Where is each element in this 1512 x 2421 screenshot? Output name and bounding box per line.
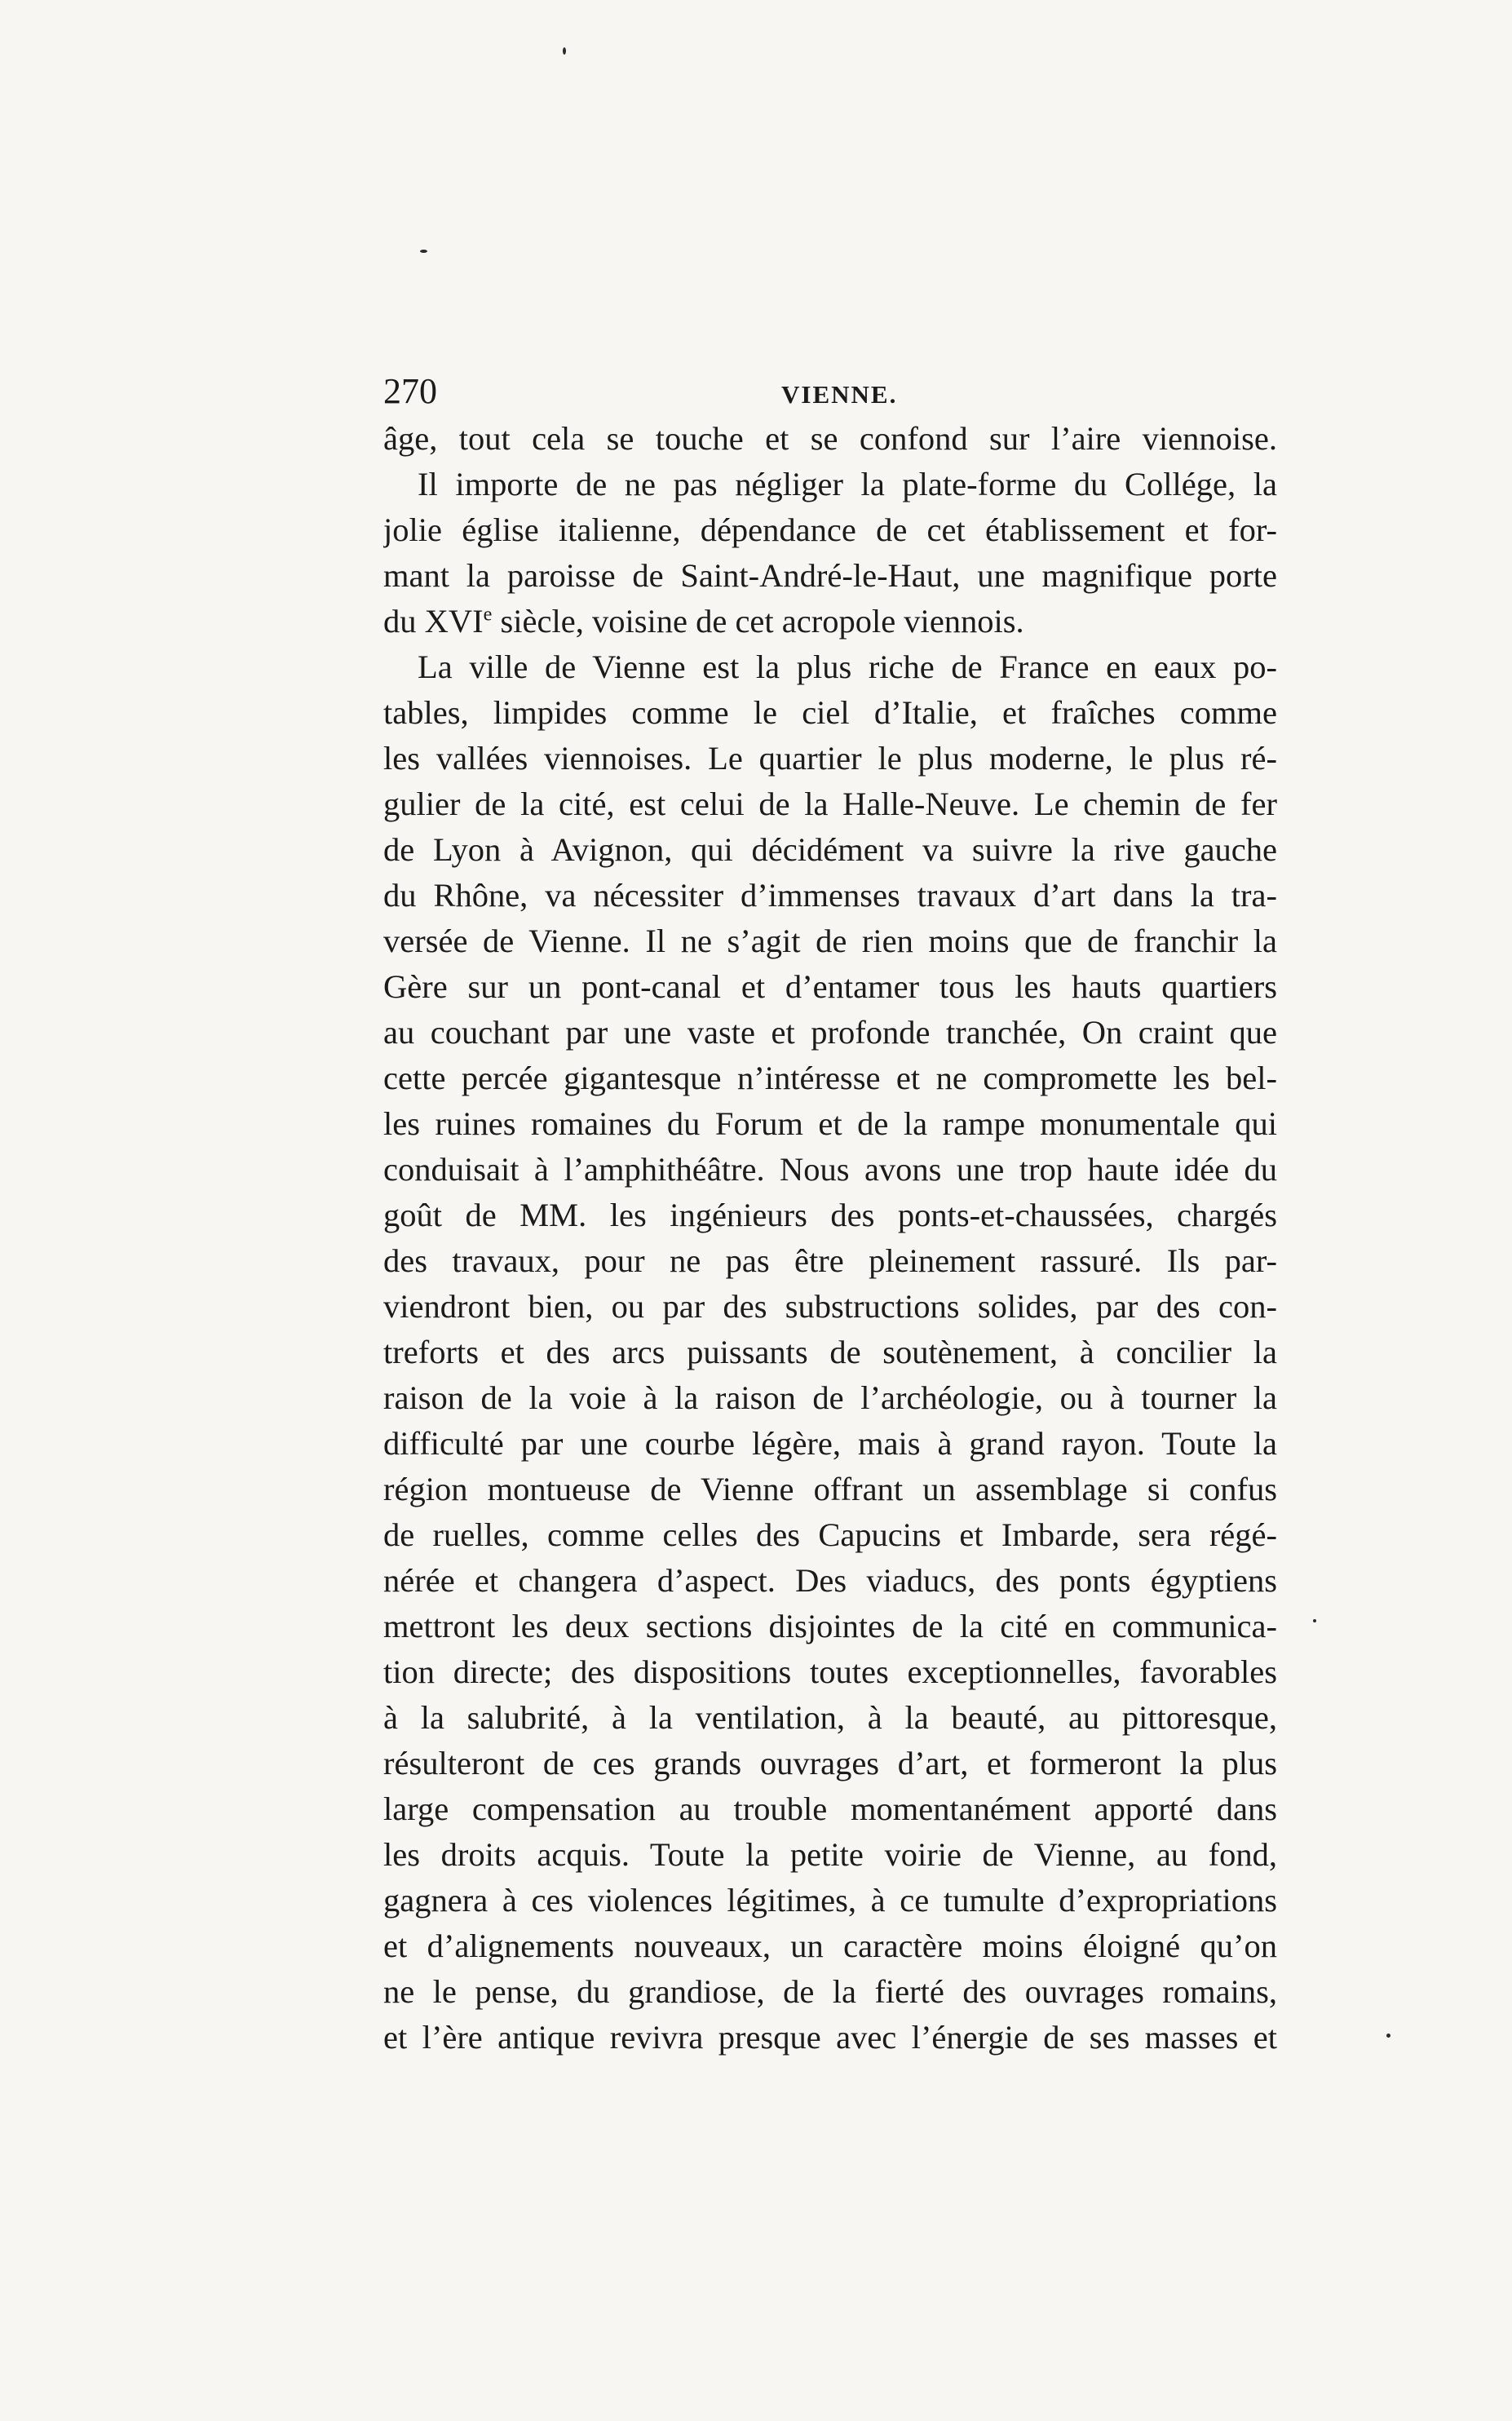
text-line: à la salubrité, à la ventilation, à la beauté, au pittoresque,: [383, 1699, 1277, 1736]
running-title: VIENNE.: [781, 380, 898, 409]
text-line: les vallées viennoises. Le quartier le plus moderne, le plus ré-: [383, 740, 1277, 777]
text-line: âge, tout cela se touche et se confond sur l’aire viennoise.: [383, 420, 1277, 457]
text-line: mant la paroisse de Saint-André-le-Haut, une magnifique porte: [383, 557, 1277, 594]
body-text: [383, 416, 1277, 2060]
text-line: cette percée gigantesque n’intéresse et ne compromette les bel-: [383, 1060, 1277, 1096]
text-line: viendront bien, ou par des substructions solides, par des con-: [383, 1288, 1277, 1325]
scan-speck: [420, 250, 427, 253]
text-line: goût de MM. les ingénieurs des ponts-et-chaussées, chargés: [383, 1197, 1277, 1233]
text-line: gulier de la cité, est celui de la Halle-Neuve. Le chemin de fer: [383, 786, 1277, 822]
text-line: région montueuse de Vienne offrant un assemblage si confus: [383, 1471, 1277, 1507]
page-number: 270: [383, 371, 437, 411]
text-line: les ruines romaines du Forum et de la rampe monumentale qui: [383, 1105, 1277, 1142]
text-line: au couchant par une vaste et profonde tranchée, On craint que: [383, 1014, 1277, 1051]
text-line: du Rhône, va nécessiter d’immenses travaux d’art dans la tra-: [383, 877, 1277, 914]
page-header: [383, 365, 1280, 418]
text-line: gagnera à ces violences légitimes, à ce tumulte d’expropriations: [383, 1882, 1277, 1919]
text-run: siècle, voisine de cet acropole viennois.: [492, 603, 1024, 640]
text-line: Gère sur un pont-canal et d’entamer tous les hauts quartiers: [383, 968, 1277, 1005]
text-line: tables, limpides comme le ciel d’Italie, et fraîches comme: [383, 694, 1277, 731]
text-line: treforts et des arcs puissants de soutènement, à concilier la: [383, 1334, 1277, 1370]
text-line: jolie église italienne, dépendance de cet établissement et for-: [383, 511, 1277, 548]
scan-speck: [1386, 2034, 1390, 2038]
text-line: large compensation au trouble momentanément apporté dans: [383, 1790, 1277, 1827]
text-line: nérée et changera d’aspect. Des viaducs, des ponts égyptiens: [383, 1562, 1277, 1599]
scan-speck: [1313, 1619, 1316, 1622]
text-line: mettront les deux sections disjointes de la cité en communica-: [383, 1608, 1277, 1644]
text-line: raison de la voie à la raison de l’archéologie, ou à tourner la: [383, 1379, 1277, 1416]
text-line: La ville de Vienne est la plus riche de France en eaux po-: [418, 648, 1277, 685]
text-line: difficulté par une courbe légère, mais à grand rayon. Toute la: [383, 1425, 1277, 1462]
scan-speck: [563, 47, 566, 55]
text-line: [383, 599, 1277, 644]
text-line: ne le pense, du grandiose, de la fierté des ouvrages romains,: [383, 1973, 1277, 2010]
text-line: les droits acquis. Toute la petite voirie de Vienne, au fond,: [383, 1836, 1277, 1873]
text-line: versée de Vienne. Il ne s’agit de rien moins que de franchir la: [383, 923, 1277, 959]
text-line: et d’alignements nouveaux, un caractère moins éloigné qu’on: [383, 1928, 1277, 1964]
text-line: résulteront de ces grands ouvrages d’art, et formeront la plus: [383, 1745, 1277, 1781]
text-line: tion directe; des dispositions toutes exceptionnelles, favorables: [383, 1653, 1277, 1690]
text-line: Il importe de ne pas négliger la plate-forme du Collége, la: [418, 466, 1277, 502]
text-run: du XVI: [383, 603, 484, 640]
text-line: et l’ère antique revivra presque avec l’énergie de ses masses et: [383, 2019, 1277, 2056]
text-line: de Lyon à Avignon, qui décidément va suivre la rive gauche: [383, 831, 1277, 868]
superscript: e: [483, 603, 493, 626]
text-line: des travaux, pour ne pas être pleinement rassuré. Ils par-: [383, 1242, 1277, 1279]
text-line: conduisait à l’amphithéâtre. Nous avons une trop haute idée du: [383, 1151, 1277, 1188]
text-line: de ruelles, comme celles des Capucins et Imbarde, sera régé-: [383, 1516, 1277, 1553]
